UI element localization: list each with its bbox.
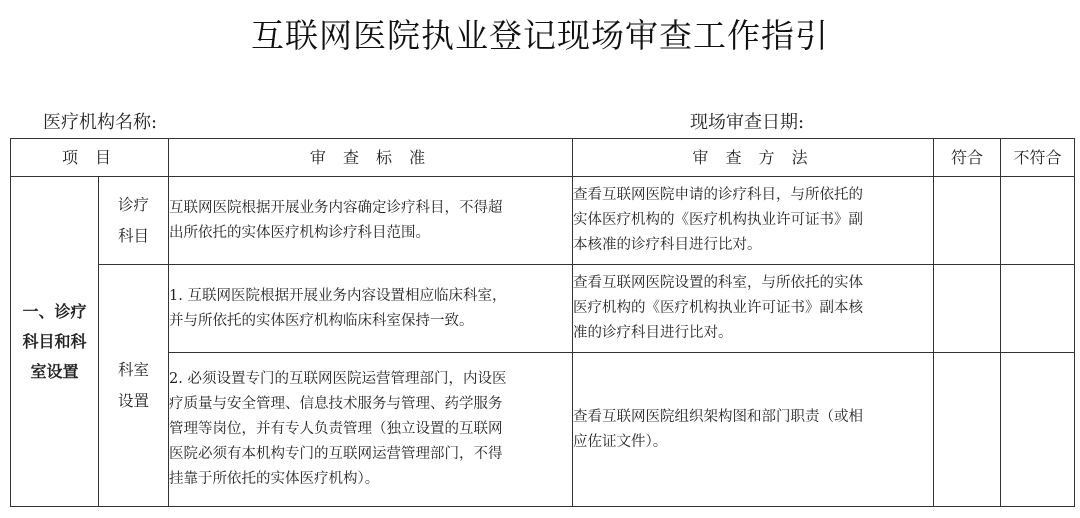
not-comply-checkbox-cell[interactable] <box>1001 353 1075 507</box>
category-line: 科目和科 <box>22 331 87 351</box>
subcategory-cell <box>99 177 169 265</box>
method-line: 查看互联网医院组织架构图和部门职责（或相 <box>573 408 863 425</box>
review-table <box>10 138 1075 507</box>
subcategory-line: 科室 <box>117 360 149 379</box>
standard-line: 医院必须有本机构专门的互联网运营管理部门，不得 <box>169 446 503 462</box>
method-line: 应佐证文件）。 <box>573 433 668 450</box>
standard-line: 1. 互联网医院根据开展业务内容设置相应临床科室， <box>169 287 507 304</box>
not-comply-checkbox-cell[interactable] <box>1001 177 1075 265</box>
header-comply: 符合 <box>934 139 1001 177</box>
standard-line: 2. 必须设置专门的互联网医院运营管理部门，内设医 <box>169 371 507 387</box>
standard-line: 出所依托的实体医疗机构诊疗科目范围。 <box>169 224 430 241</box>
standard-line: 互联网医院根据开展业务内容确定诊疗科目，不得超 <box>169 199 503 216</box>
method-line: 查看互联网医院申请的诊疗科目，与所依托的 <box>573 187 863 203</box>
standard-cell <box>169 177 573 265</box>
standard-line: 疗质量与安全管理、信息技术服务与管理、药学服务 <box>169 396 503 412</box>
subcategory-cell <box>99 265 169 507</box>
method-line: 实体医疗机构的《医疗机构执业许可证书》副 <box>573 212 863 228</box>
method-line: 医疗机构的《医疗机构执业许可证书》副本核 <box>573 300 863 316</box>
table-row <box>11 353 1075 507</box>
standard-line: 并与所依托的实体医疗机构临床科室保持一致。 <box>169 312 474 329</box>
table-header-row <box>11 139 1075 177</box>
method-line: 查看互联网医院设置的科室，与所依托的实体 <box>573 275 863 291</box>
standard-cell <box>169 353 573 507</box>
method-cell <box>573 265 934 353</box>
subcategory-line: 诊疗 <box>117 195 149 214</box>
comply-checkbox-cell[interactable] <box>934 177 1001 265</box>
category-cell <box>11 177 99 507</box>
method-cell <box>573 353 934 507</box>
review-date-label: 现场审查日期: <box>690 112 805 133</box>
header-not-comply: 不符合 <box>1001 139 1075 177</box>
category-line: 一、诊疗 <box>22 301 87 321</box>
comply-checkbox-cell[interactable] <box>934 265 1001 353</box>
comply-checkbox-cell[interactable] <box>934 353 1001 507</box>
subcategory-line: 设置 <box>117 391 149 410</box>
method-line: 准的诊疗科目进行比对。 <box>573 325 733 341</box>
method-line: 本核准的诊疗科目进行比对。 <box>573 237 762 253</box>
subcategory-line: 科目 <box>117 226 149 245</box>
table-row <box>11 265 1075 353</box>
table-row <box>11 177 1075 265</box>
not-comply-checkbox-cell[interactable] <box>1001 265 1075 353</box>
category-line: 室设置 <box>30 361 79 381</box>
org-name-label: 医疗机构名称: <box>43 112 158 133</box>
header-method: 审 查 方 法 <box>573 139 934 177</box>
standard-line: 挂靠于所依托的实体医疗机构）。 <box>169 471 380 487</box>
header-standard: 审 查 标 准 <box>169 139 573 177</box>
method-cell <box>573 177 934 265</box>
standard-cell <box>169 265 573 353</box>
document-title: 互联网医院执业登记现场审查工作指引 <box>251 16 829 55</box>
header-item: 项 目 <box>11 139 169 177</box>
standard-line: 管理等岗位，并有专人负责管理（独立设置的互联网 <box>169 421 503 437</box>
